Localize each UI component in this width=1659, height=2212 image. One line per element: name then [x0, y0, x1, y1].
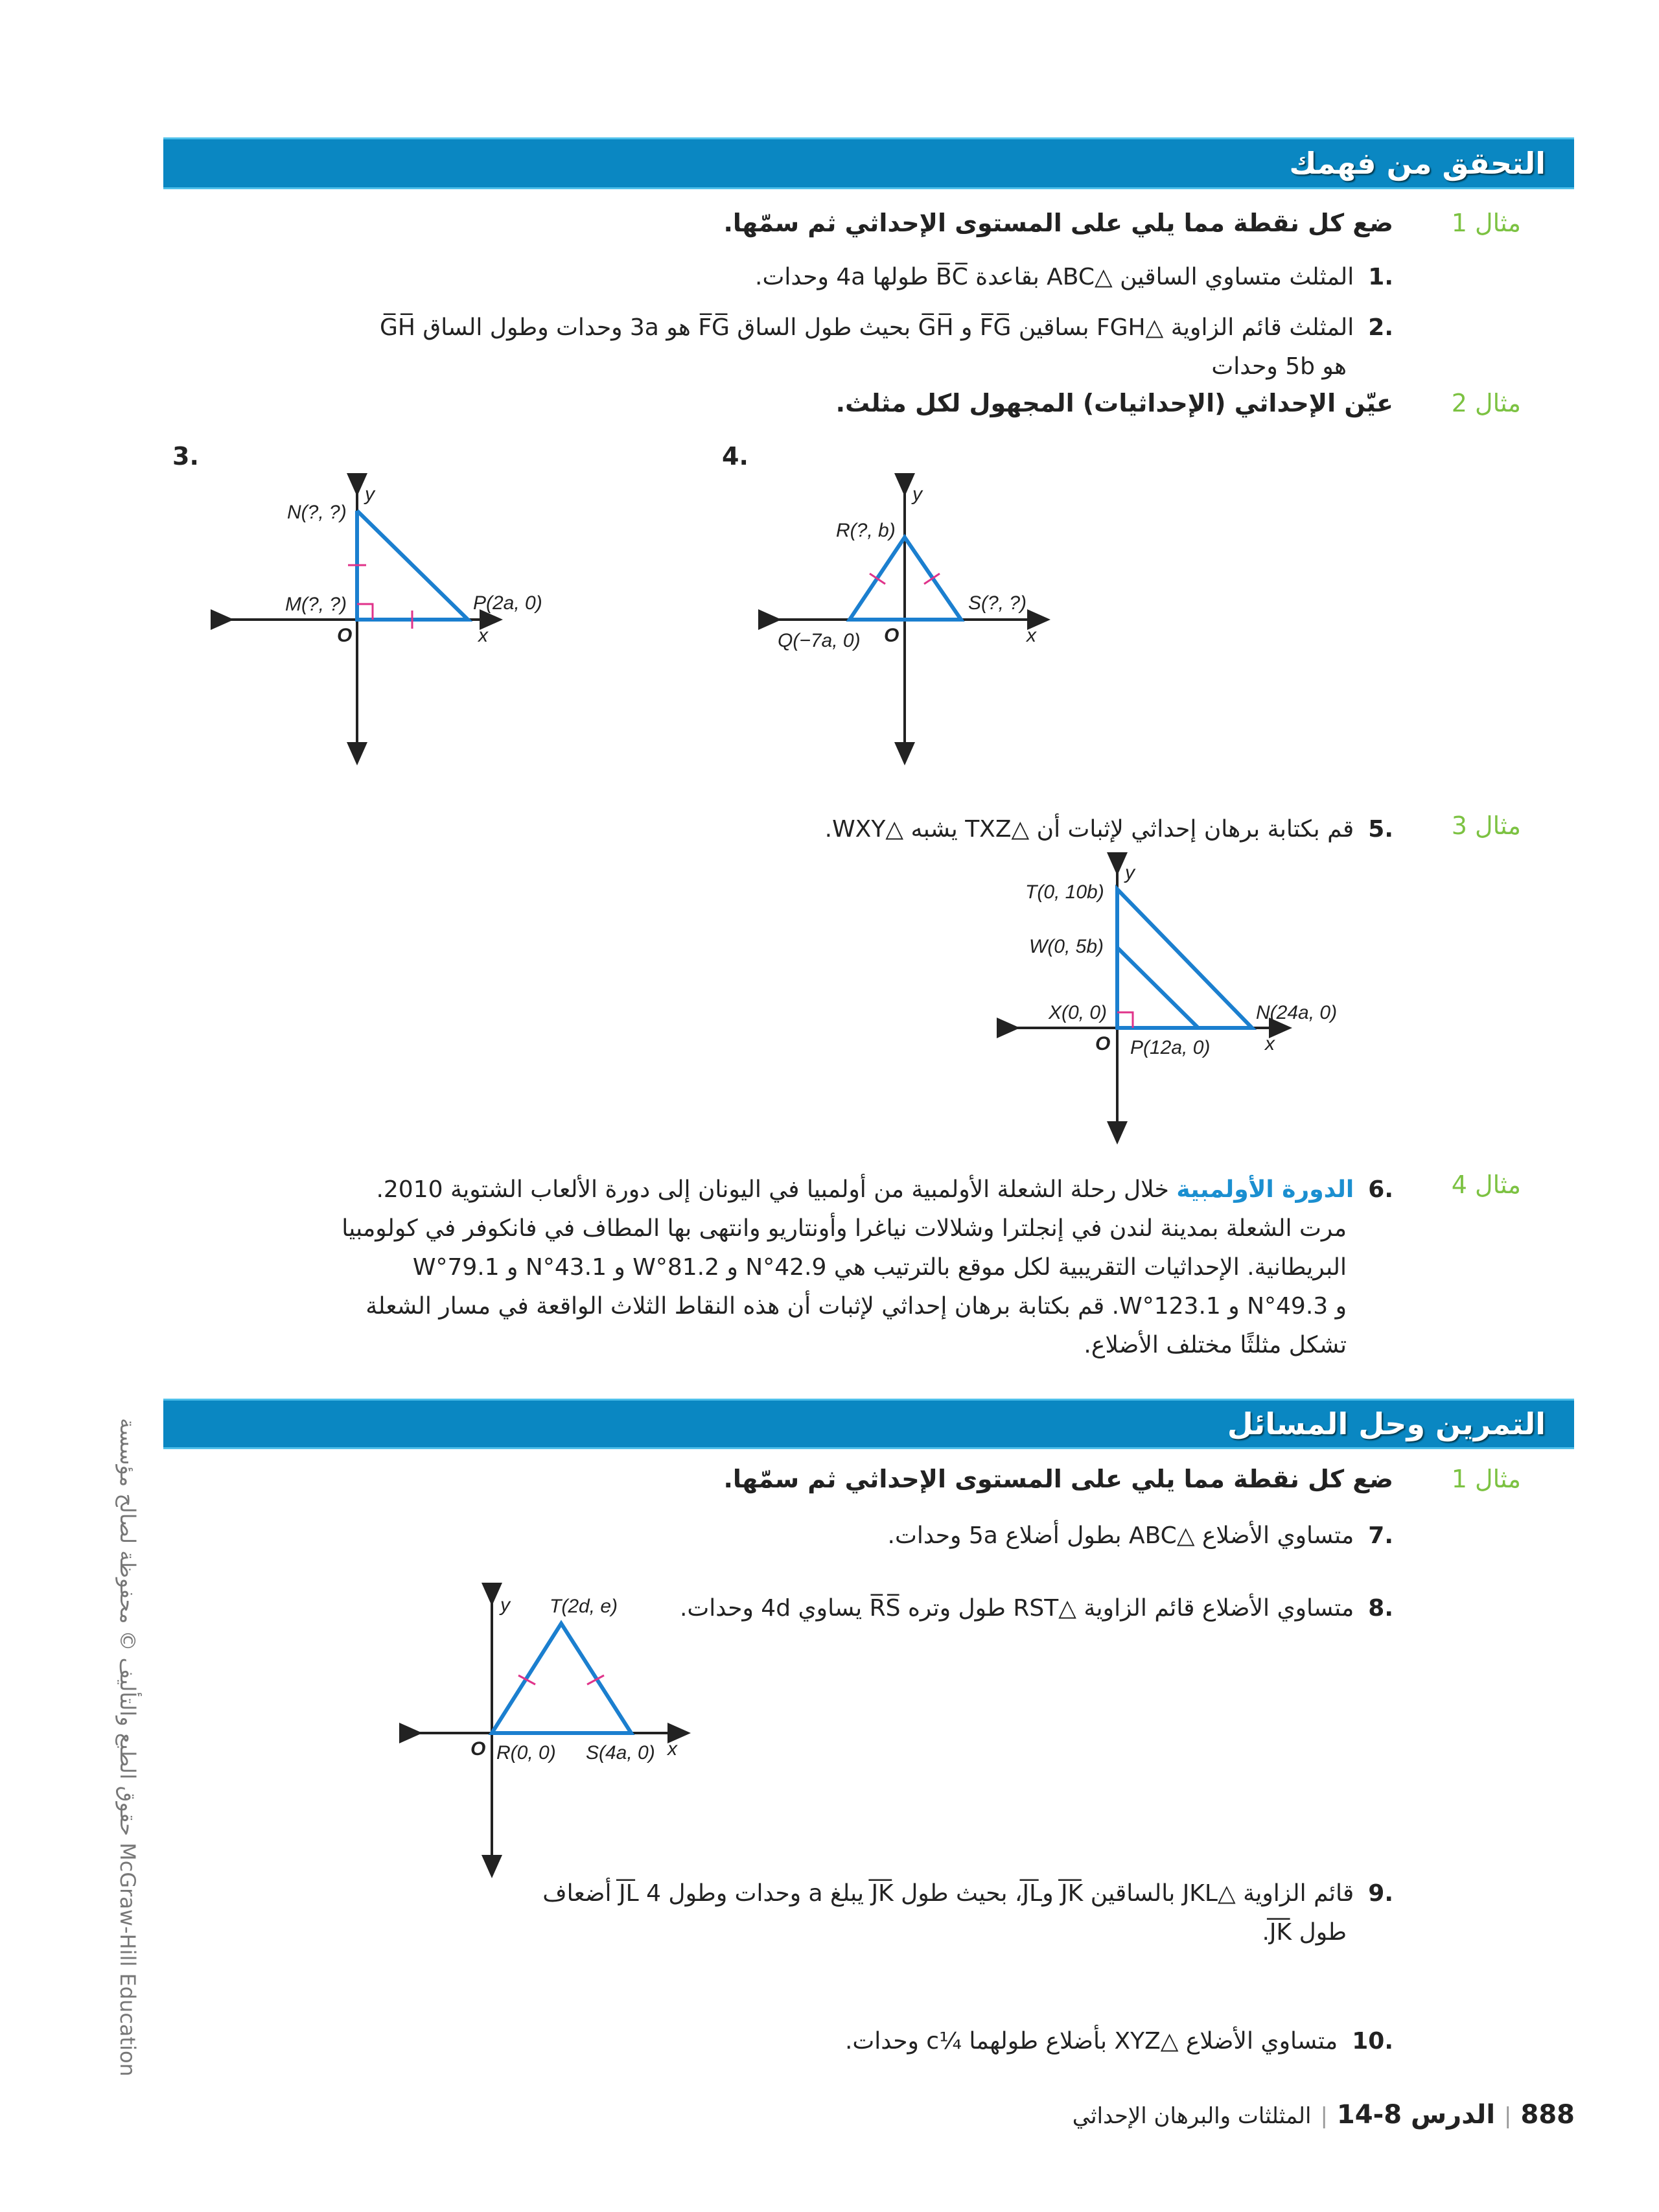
instruction: ضع كل نقطة مما يلي على المستوى الإحداثي ثم سمّها. — [723, 209, 1393, 237]
topic-label: الدورة الأولمبية — [1176, 1176, 1354, 1203]
y-axis-label: y — [1125, 862, 1135, 883]
example-label: مثال 3 — [1451, 811, 1521, 840]
y-axis-label: y — [912, 483, 922, 505]
item-text-cont: هو 5b وحدات — [1211, 353, 1347, 380]
item-text: متساوي الأضلاع قائم الزاوية △RST طول وتره R̅S̅ يساوي 4d وحدات. — [679, 1595, 1354, 1622]
instruction: عيّن الإحداثي (الإحداثيات) المجهول لكل مثلث. — [835, 389, 1393, 417]
item-number: .6 — [1368, 1176, 1393, 1203]
example-label: مثال 4 — [1451, 1170, 1521, 1199]
item-text-cont: مرت الشعلة بمدينة لندن في إنجلترا وشلالات نياغرا وأونتاريو وانتهى بها المطاف في فانكوفر في كولومبيا — [342, 1215, 1347, 1242]
x-axis-label: x — [1265, 1033, 1275, 1054]
item-text: قائم الزاوية △JKL بالساقين J̅K̅ وJ̅L̅، بحيث طول J̅K̅ يبلغ a وحدات وطول J̅L̅ 4 أضعاف — [542, 1880, 1354, 1907]
point-label-r: R(?, b) — [836, 520, 896, 541]
graph-exercise-8 — [412, 1594, 680, 1868]
item-text: متساوي الأضلاع △ABC بطول أضلاع 5a وحدات. — [887, 1522, 1354, 1549]
graph-exercise-5 — [1010, 862, 1337, 1134]
divider: | — [1504, 2103, 1512, 2129]
item-number: .7 — [1368, 1522, 1393, 1549]
example-label: مثال 2 — [1451, 389, 1521, 417]
exercise-4-number: 4. — [722, 442, 748, 471]
item-text: خلال رحلة الشعلة الأولمبية من أولمبيا في اليونان إلى دورة الألعاب الشتوية 2010. — [376, 1176, 1169, 1203]
right-angle-mark — [357, 604, 373, 620]
origin-label: O — [337, 625, 353, 646]
item-text: قم بكتابة برهان إحداثي لإثبات أن △TXZ يشبه △WXY. — [824, 816, 1354, 843]
point-label-s: S(4a, 0) — [586, 1742, 655, 1764]
point-label-r: R(0, 0) — [496, 1742, 556, 1764]
triangle — [492, 1624, 631, 1733]
origin-label: O — [470, 1738, 486, 1760]
triangle — [357, 511, 468, 620]
item-number: .10 — [1352, 2028, 1393, 2055]
lesson-label: الدرس 8-14 — [1336, 2100, 1496, 2130]
y-axis-label: y — [365, 483, 375, 505]
point-label-t: T(2d, e) — [550, 1596, 618, 1617]
page-number: 888 — [1520, 2100, 1575, 2130]
y-axis-label: y — [500, 1594, 510, 1616]
example-label: مثال 1 — [1451, 209, 1521, 237]
page-footer — [1073, 2100, 1575, 2130]
exercise-3-number: 3. — [172, 442, 199, 471]
item-text: متساوي الأضلاع △XYZ بأضلاع طولهما ¼c وحدات. — [844, 2028, 1338, 2055]
point-label-w: W(0, 5b) — [1029, 936, 1104, 957]
item-number: .8 — [1368, 1595, 1393, 1622]
item-number: .1 — [1368, 264, 1393, 290]
instruction: ضع كل نقطة مما يلي على المستوى الإحداثي ثم سمّها. — [723, 1465, 1393, 1493]
point-label-q: Q(−7a, 0) — [778, 630, 861, 651]
divider: | — [1320, 2103, 1328, 2129]
section-title: التمرين وحل المسائل — [1227, 1406, 1546, 1441]
point-label-p: P(12a, 0) — [1130, 1037, 1211, 1058]
item-text-cont: طول J̅K̅. — [1262, 1919, 1347, 1946]
copyright-side-text: حقوق الطبع والتأليف © محفوظة لصالح مؤسسة McGraw-Hill Education — [115, 1418, 140, 2077]
item-text-cont: البريطانية. الإحداثيات التقريبية لكل موقع بالترتيب هي 42.9°N و 81.2°W و 43.1°N و 79.1°W — [412, 1254, 1347, 1281]
example-label: مثال 1 — [1451, 1465, 1521, 1493]
point-label-m: M(?, ?) — [285, 594, 347, 615]
item-text: المثلث متساوي الساقين △ABC بقاعدة B̅C̅ طولها 4a وحدات. — [755, 264, 1354, 290]
point-label-n: N(?, ?) — [287, 502, 347, 523]
point-label-p: P(2a, 0) — [473, 592, 542, 614]
lesson-title: المثلثات والبرهان الإحداثي — [1072, 2103, 1312, 2129]
x-axis-label: x — [1027, 625, 1036, 646]
triangle-large — [1117, 889, 1252, 1028]
right-angle-mark — [1117, 1012, 1133, 1028]
graph-exercise-3 — [224, 483, 542, 755]
item-text-cont: و 49.3°N و 123.1°W. قم بكتابة برهان إحداثي لإثبات أن هذه النقاط الثلاث الواقعة في مسار الشعلة — [365, 1293, 1347, 1320]
item-number: .2 — [1368, 314, 1393, 341]
item-number: .5 — [1368, 816, 1393, 843]
origin-label: O — [1095, 1033, 1111, 1054]
item-text-cont: تشكل مثلثًا مختلف الأضلاع. — [1084, 1332, 1347, 1358]
origin-label: O — [884, 625, 899, 646]
section-title: التحقق من فهمك — [1289, 146, 1546, 181]
graph-exercise-4 — [771, 483, 1040, 755]
x-axis-label: x — [478, 625, 488, 646]
item-text: المثلث قائم الزاوية △FGH بساقين F̅G̅ و G̅H̅ بحيث طول الساق F̅G̅ هو 3a وحدات وطول الساق G̅H̅ — [379, 314, 1354, 341]
point-label-x: X(0, 0) — [1049, 1002, 1108, 1023]
item-number: .9 — [1368, 1880, 1393, 1907]
point-label-s: S(?, ?) — [968, 592, 1027, 614]
x-axis-label: x — [667, 1738, 677, 1760]
point-label-t: T(0, 10b) — [1025, 881, 1104, 903]
point-label-n: N(24a, 0) — [1256, 1002, 1338, 1023]
